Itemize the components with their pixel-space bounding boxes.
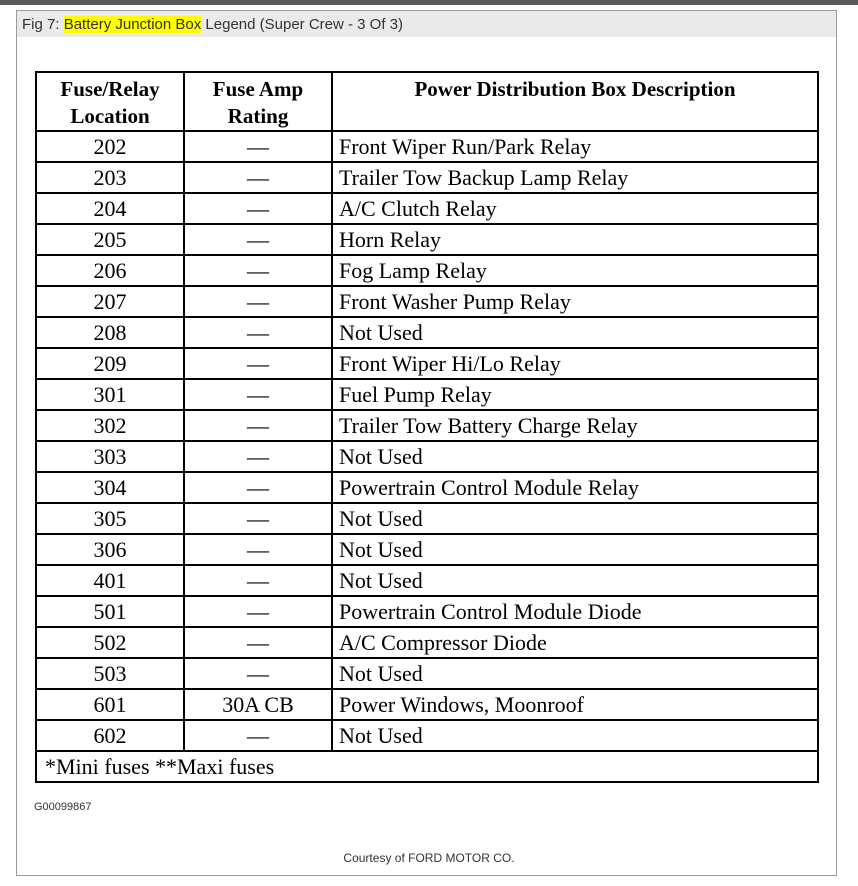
table-row (36, 348, 818, 379)
cell-description: Horn Relay (332, 224, 818, 255)
cell-location: 305 (36, 503, 184, 534)
cell-location: 207 (36, 286, 184, 317)
cell-amp-rating: — (184, 317, 332, 348)
cell-location: 602 (36, 720, 184, 751)
header-location-line2: Location (70, 104, 150, 128)
cell-location: 208 (36, 317, 184, 348)
cell-amp-rating: 30A CB (184, 689, 332, 720)
table-row (36, 689, 818, 720)
cell-description: A/C Clutch Relay (332, 193, 818, 224)
courtesy-credit: Courtesy of FORD MOTOR CO. (343, 851, 515, 865)
cell-description: Not Used (332, 317, 818, 348)
footnote-row (36, 751, 818, 782)
cell-description: Powertrain Control Module Relay (332, 472, 818, 503)
cell-amp-rating: — (184, 255, 332, 286)
cell-location: 204 (36, 193, 184, 224)
cell-description: Not Used (332, 565, 818, 596)
cell-amp-rating: — (184, 720, 332, 751)
cell-description: Front Wiper Run/Park Relay (332, 131, 818, 162)
cell-location: 202 (36, 131, 184, 162)
cell-amp-rating: — (184, 348, 332, 379)
cell-description: Power Windows, Moonroof (332, 689, 818, 720)
cell-amp-rating: — (184, 410, 332, 441)
cell-amp-rating: — (184, 224, 332, 255)
table-row (36, 627, 818, 658)
table-row (36, 379, 818, 410)
header-description: Power Distribution Box Description (332, 72, 818, 131)
table-row (36, 224, 818, 255)
cell-location: 302 (36, 410, 184, 441)
cell-description: Trailer Tow Battery Charge Relay (332, 410, 818, 441)
cell-location: 502 (36, 627, 184, 658)
cell-description: Front Washer Pump Relay (332, 286, 818, 317)
cell-amp-rating: — (184, 472, 332, 503)
cell-location: 501 (36, 596, 184, 627)
table-row (36, 317, 818, 348)
fuse-legend-table (35, 71, 819, 783)
cell-location: 503 (36, 658, 184, 689)
cell-location: 203 (36, 162, 184, 193)
cell-description: Trailer Tow Backup Lamp Relay (332, 162, 818, 193)
cell-amp-rating: — (184, 441, 332, 472)
cell-location: 601 (36, 689, 184, 720)
cell-amp-rating: — (184, 596, 332, 627)
table-row (36, 255, 818, 286)
cell-location: 306 (36, 534, 184, 565)
cell-amp-rating: — (184, 379, 332, 410)
table-row (36, 503, 818, 534)
top-bar (0, 0, 858, 5)
cell-description: Front Wiper Hi/Lo Relay (332, 348, 818, 379)
table-row (36, 131, 818, 162)
cell-description: Not Used (332, 720, 818, 751)
cell-amp-rating: — (184, 565, 332, 596)
figure-code: G00099867 (34, 801, 92, 813)
cell-location: 301 (36, 379, 184, 410)
cell-amp-rating: — (184, 534, 332, 565)
cell-amp-rating: — (184, 658, 332, 689)
table-header-row (36, 72, 818, 131)
table-body (36, 131, 818, 751)
table-row (36, 534, 818, 565)
cell-amp-rating: — (184, 193, 332, 224)
cell-description: Not Used (332, 658, 818, 689)
cell-location: 303 (36, 441, 184, 472)
table-row (36, 472, 818, 503)
table-row (36, 565, 818, 596)
footnote: *Mini fuses **Maxi fuses (36, 751, 818, 782)
caption-highlight: Battery Junction Box (63, 16, 202, 33)
cell-location: 205 (36, 224, 184, 255)
cell-location: 401 (36, 565, 184, 596)
cell-amp-rating: — (184, 131, 332, 162)
header-amp-line1: Fuse Amp (212, 77, 304, 101)
header-location (36, 72, 184, 131)
table-row (36, 441, 818, 472)
table-row (36, 410, 818, 441)
header-amp-line2: Rating (227, 104, 289, 128)
cell-location: 304 (36, 472, 184, 503)
figure-caption (22, 16, 403, 33)
table-row (36, 720, 818, 751)
header-amp-rating (184, 72, 332, 131)
cell-description: Fog Lamp Relay (332, 255, 818, 286)
cell-description: Fuel Pump Relay (332, 379, 818, 410)
table-row (36, 162, 818, 193)
cell-amp-rating: — (184, 286, 332, 317)
cell-description: Not Used (332, 503, 818, 534)
table-row (36, 658, 818, 689)
cell-description: A/C Compressor Diode (332, 627, 818, 658)
cell-description: Not Used (332, 441, 818, 472)
cell-description: Powertrain Control Module Diode (332, 596, 818, 627)
table-row (36, 193, 818, 224)
cell-amp-rating: — (184, 627, 332, 658)
cell-location: 209 (36, 348, 184, 379)
cell-description: Not Used (332, 534, 818, 565)
caption-prefix: Fig 7: (22, 16, 64, 33)
cell-amp-rating: — (184, 503, 332, 534)
cell-location: 206 (36, 255, 184, 286)
table-row (36, 596, 818, 627)
header-location-line1: Fuse/Relay (60, 77, 160, 101)
caption-rest: Legend (Super Crew - 3 Of 3) (201, 16, 404, 33)
cell-amp-rating: — (184, 162, 332, 193)
table-row (36, 286, 818, 317)
